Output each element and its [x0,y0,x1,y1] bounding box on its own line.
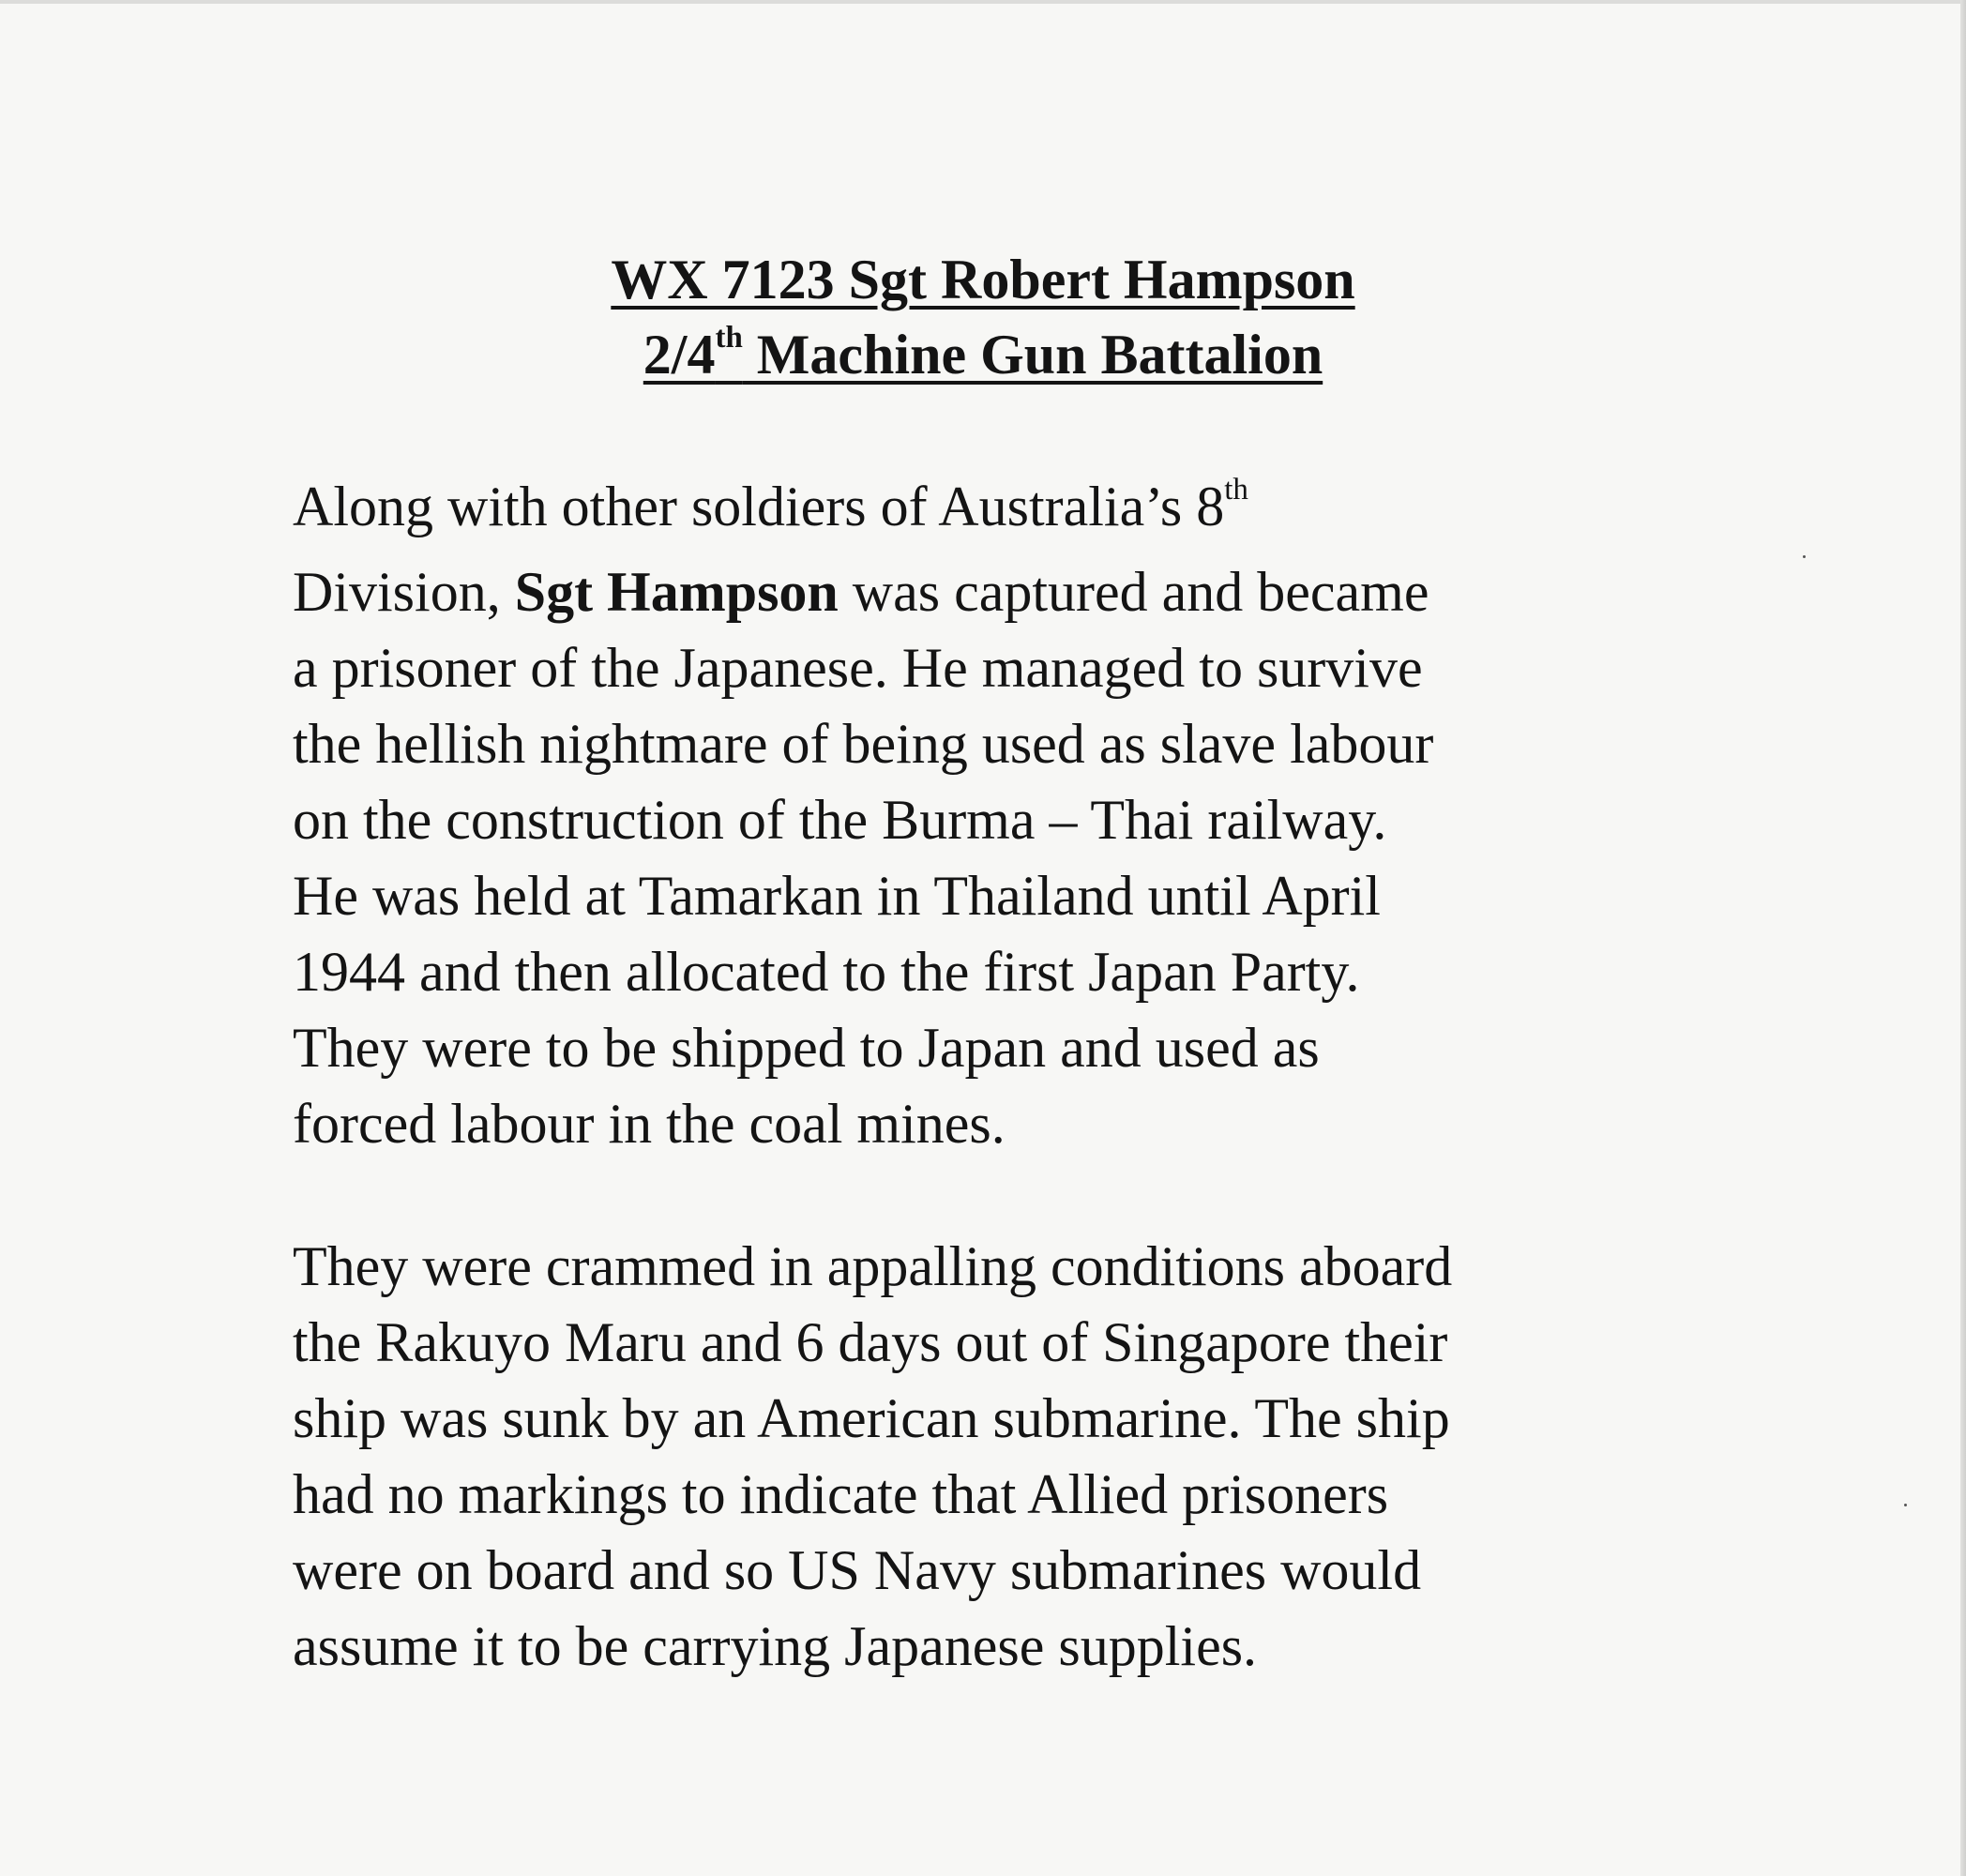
scan-speck [1904,1504,1907,1506]
paragraph-1-line [293,469,1700,554]
paragraph-2-line: had no markings to indicate that Allied prisoners [293,1463,1389,1525]
paragraph-2-line: assume it to be carrying Japanese supplies. [293,1615,1258,1677]
paragraph-2 [293,1229,1700,1685]
paragraph-1-line: on the construction of the Burma – Thai railway. [293,789,1387,851]
p1-line2-prefix: Division, [293,561,515,623]
heading-unit [643,320,1323,386]
heading-soldier-name: WX 7123 Sgt Robert Hampson [611,249,1355,310]
heading-unit-sup: th [715,320,743,355]
scan-speck [1803,555,1806,558]
p1-line2-suffix: was captured and became [838,561,1429,623]
document-heading [0,242,1966,401]
paragraph-1 [293,469,1700,1162]
paragraph-2-line: ship was sunk by an American submarine. The ship [293,1387,1450,1449]
heading-line-1 [0,242,1966,317]
paragraph-1-line: They were to be shipped to Japan and used as [293,1017,1320,1079]
paragraph-1-line: a prisoner of the Japanese. He managed to survive [293,637,1423,699]
p1-line1-sup: th [1224,472,1248,507]
p1-line1-text: Along with other soldiers of Australia’s 8 [293,476,1225,537]
heading-unit-suffix: Machine Gun Battalion [742,324,1323,386]
paragraph-2-line: They were crammed in appalling conditions aboard [293,1235,1453,1297]
paragraph-1-line: 1944 and then allocated to the first Japan Party. [293,941,1360,1003]
paragraph-1-line: the hellish nightmare of being used as slave labour [293,713,1434,775]
p1-soldier-name-bold: Sgt Hampson [514,561,839,623]
paragraph-2-line: were on board and so US Navy submarines would [293,1539,1422,1601]
paragraph-1-line: He was held at Tamarkan in Thailand until April [293,865,1381,927]
heading-line-2 [0,317,1966,401]
paragraph-1-line: forced labour in the coal mines. [293,1093,1006,1155]
paragraph-2-line: the Rakuyo Maru and 6 days out of Singapore their [293,1311,1448,1373]
paragraph-1-line [293,554,1700,630]
heading-unit-prefix: 2/4 [643,324,716,386]
scan-top-edge [0,0,1966,4]
